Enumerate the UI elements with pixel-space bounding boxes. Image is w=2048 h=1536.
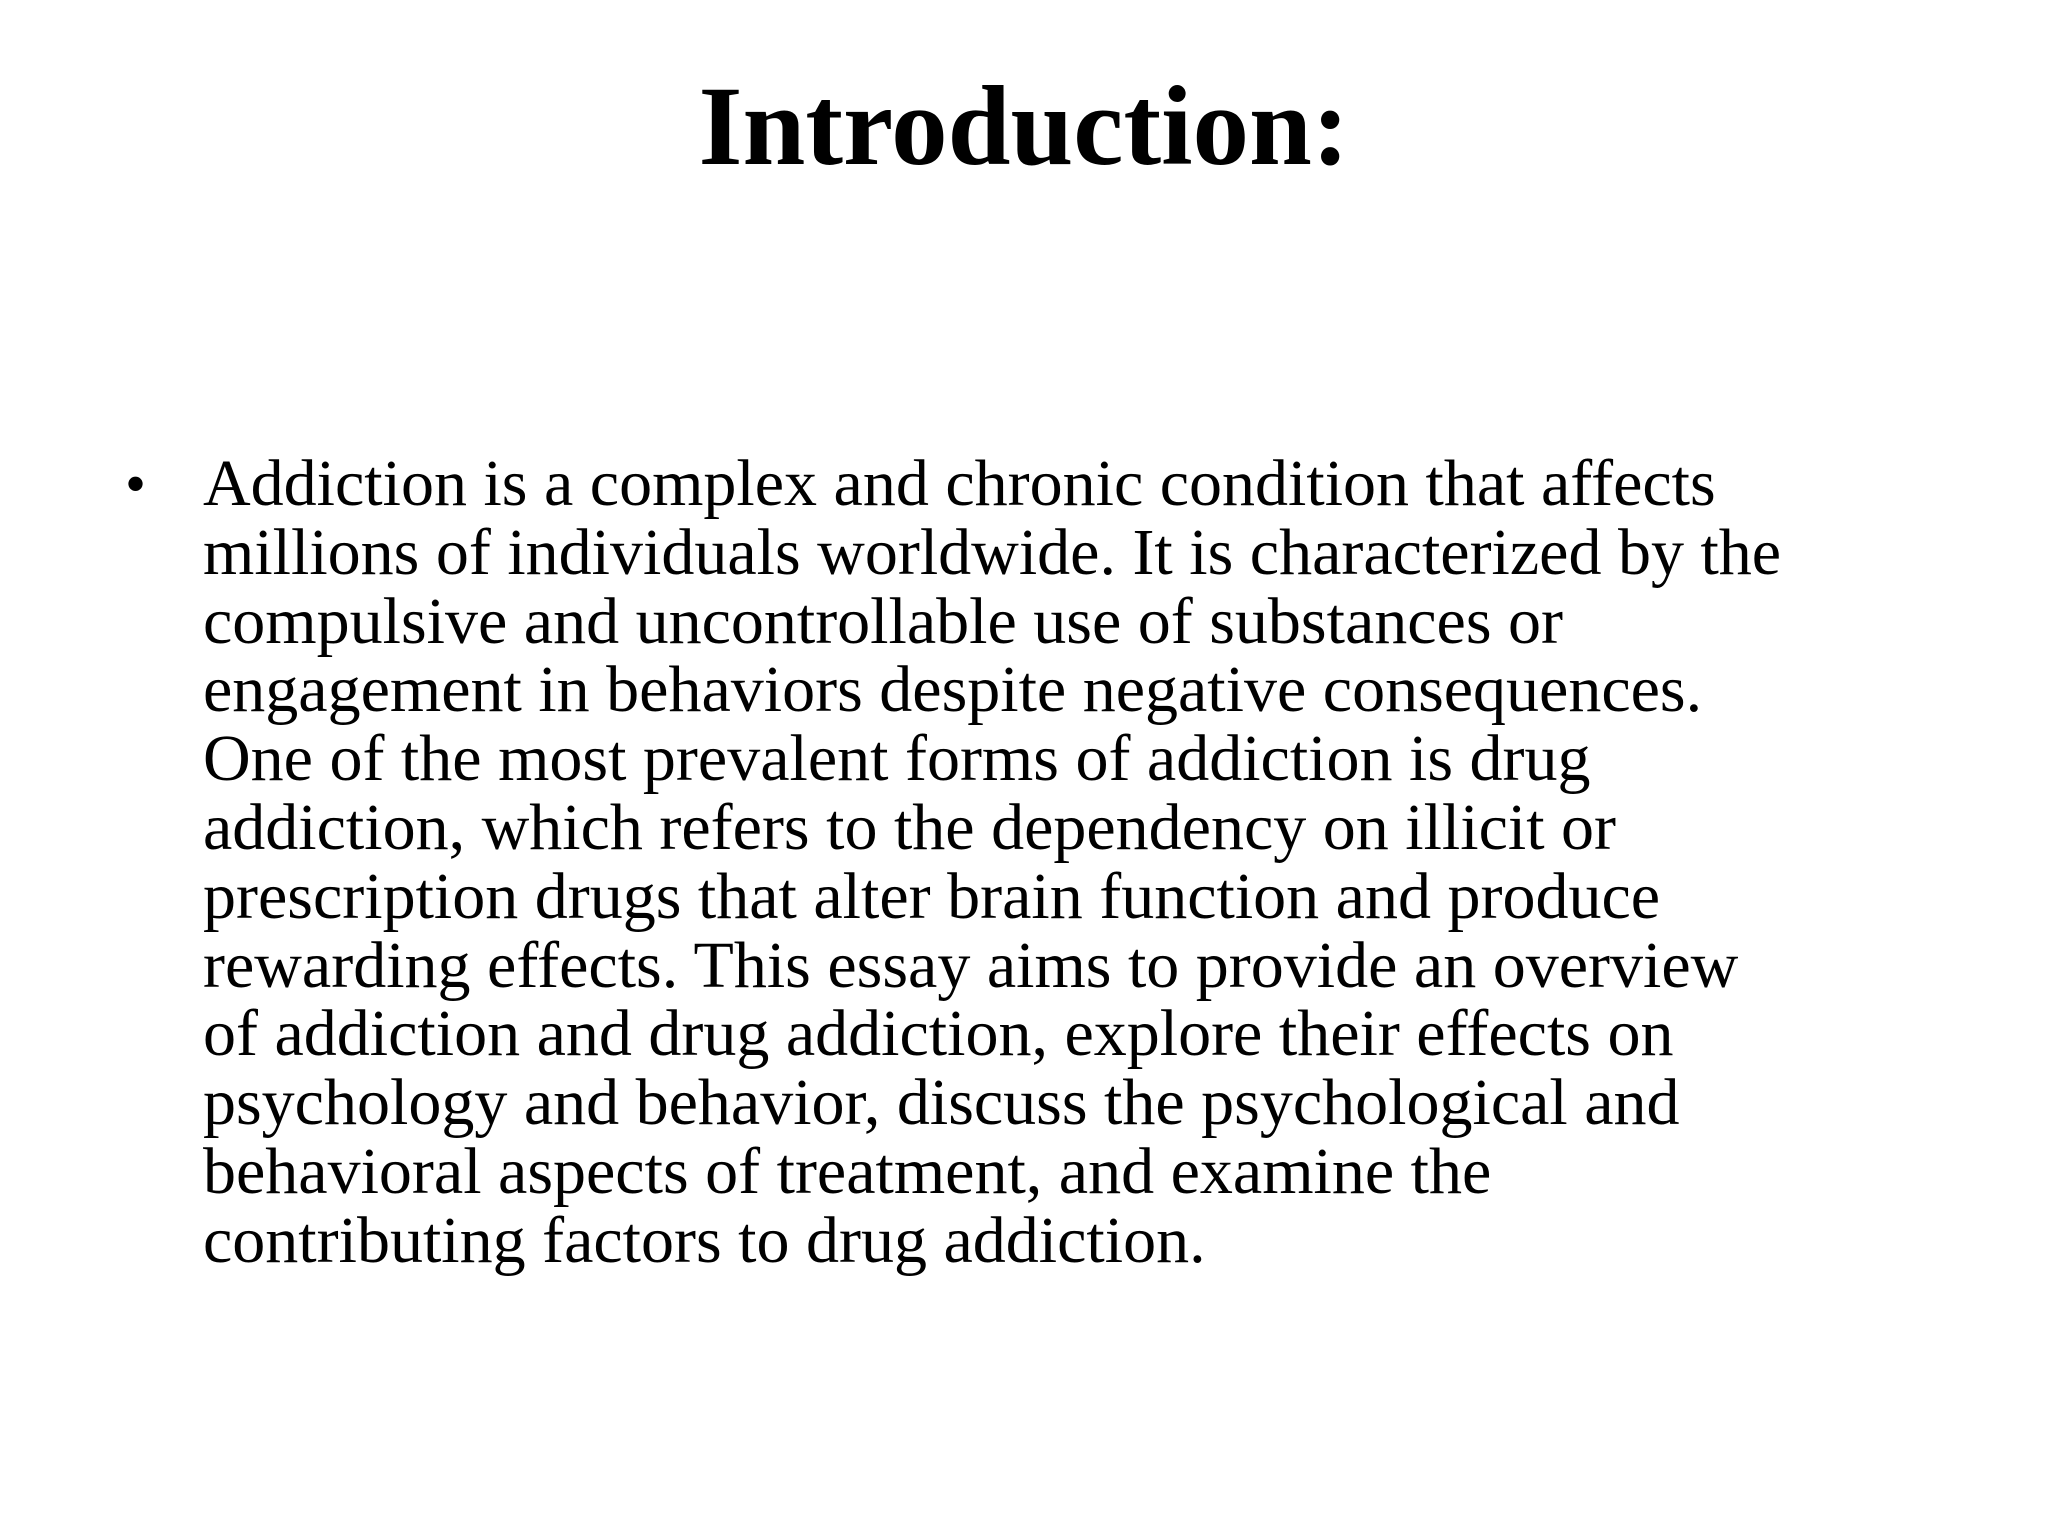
bullet-text-line: One of the most prevalent forms of addiction is drug bbox=[203, 722, 1591, 796]
bullet-text-line: of addiction and drug addiction, explore their effects on bbox=[203, 997, 1674, 1071]
bullet-text-line: millions of individuals worldwide. It is characterized by the bbox=[203, 515, 1782, 589]
bullet-text-line: Addiction is a complex and chronic condition that affects bbox=[203, 447, 1716, 520]
bullet-item bbox=[125, 447, 1985, 1277]
bullet-text-line: psychology and behavior, discuss the psychological and bbox=[203, 1066, 1680, 1140]
slide-title: Introduction: bbox=[698, 64, 1350, 189]
bullet-text-line: behavioral aspects of treatment, and examine the bbox=[203, 1134, 1492, 1208]
bullet-text-line: rewarding effects. This essay aims to provide an overview bbox=[203, 928, 1739, 1002]
bullet-list bbox=[125, 447, 1985, 1277]
bullet-text-line: prescription drugs that alter brain function and produce bbox=[203, 859, 1661, 933]
bullet-text-line: contributing factors to drug addiction. bbox=[203, 1203, 1206, 1277]
bullet-dot-icon: • bbox=[125, 451, 147, 517]
bullet-text-line: addiction, which refers to the dependency on illicit or bbox=[203, 790, 1617, 864]
bullet-text-line: engagement in behaviors despite negative consequences. bbox=[203, 653, 1703, 727]
bullet-text-line: compulsive and uncontrollable use of substances or bbox=[203, 584, 1563, 658]
